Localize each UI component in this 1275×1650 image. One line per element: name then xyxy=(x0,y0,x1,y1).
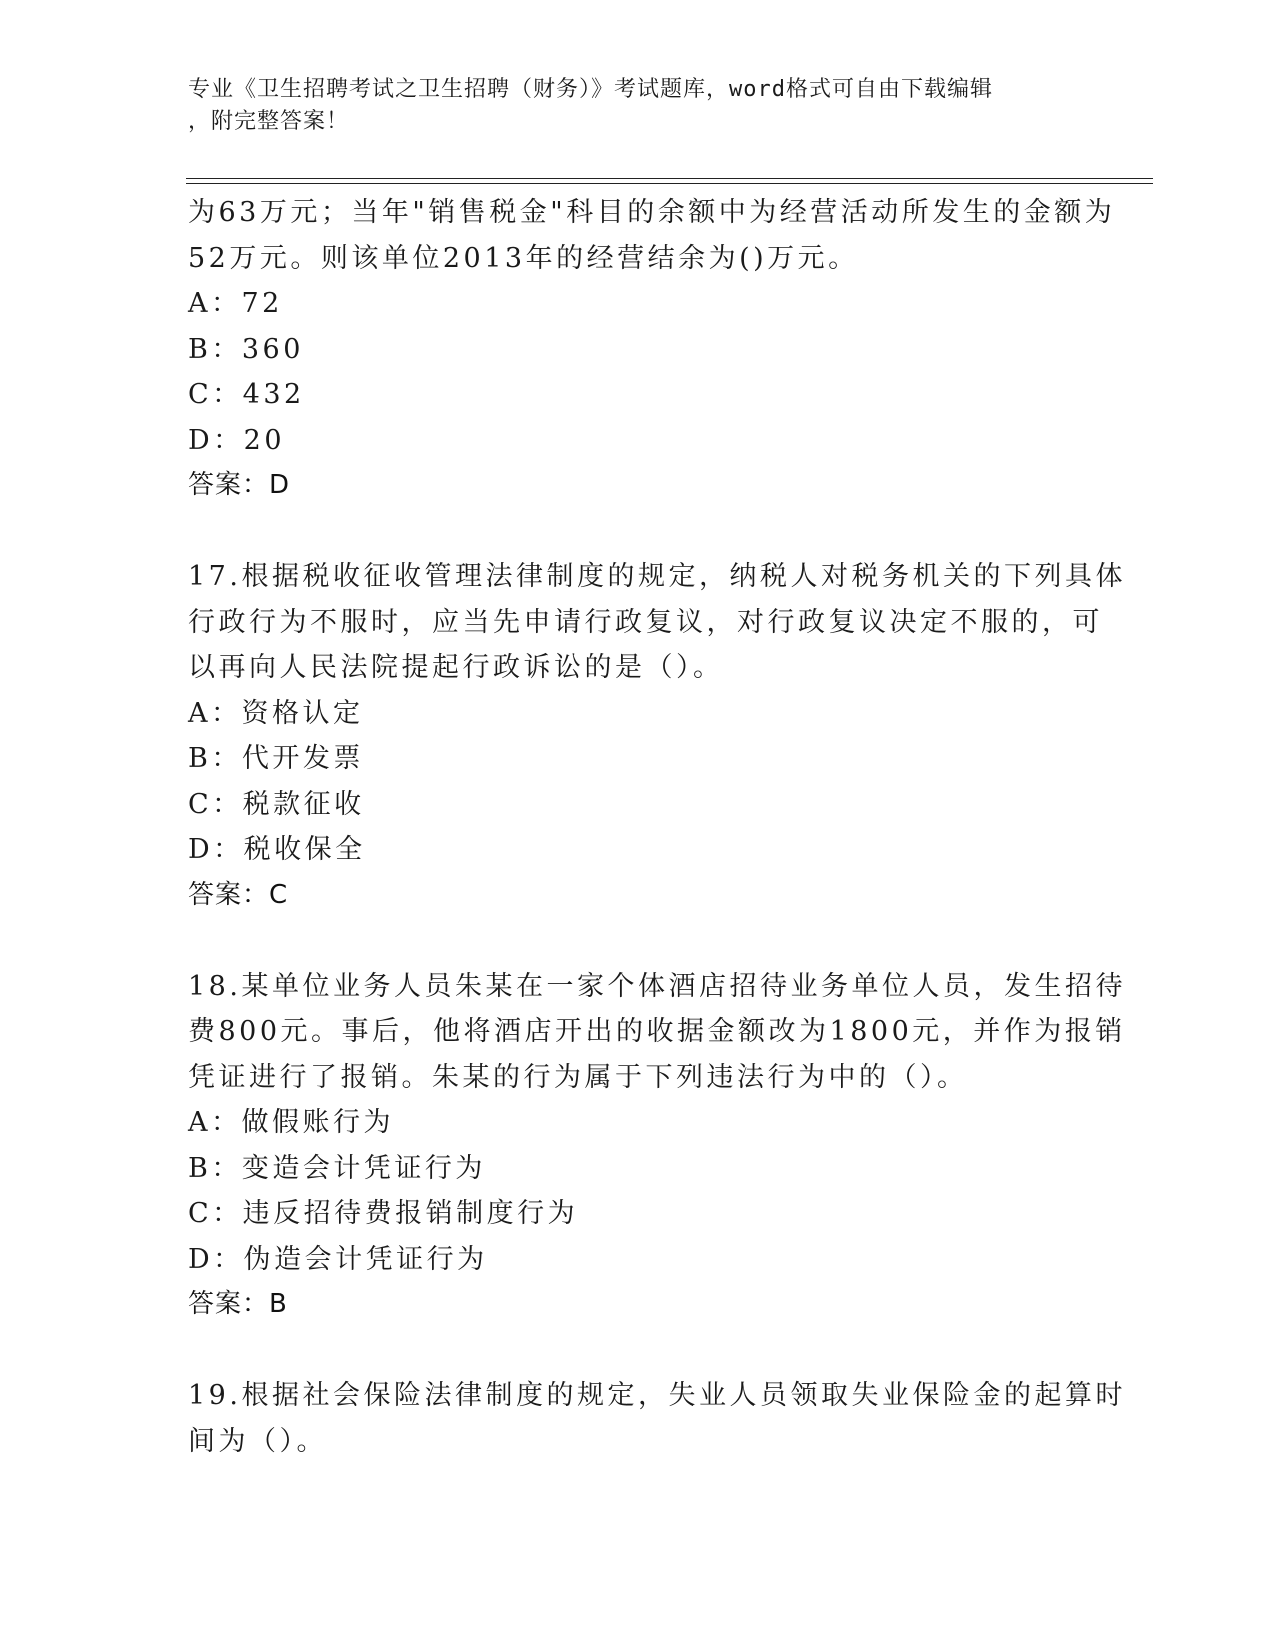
spacer xyxy=(188,1328,1088,1374)
option-c: C：违反招待费报销制度行为 xyxy=(188,1198,579,1229)
question-stem-line: 52万元。则该单位2013年的经营结余为()万元。 xyxy=(188,242,859,274)
header-line-1: 专业《卫生招聘考试之卫生招聘（财务）》考试题库，word格式可自由下载编辑 xyxy=(188,77,993,102)
spacer xyxy=(188,918,1088,964)
header-divider-bottom xyxy=(186,183,1153,184)
option-d: D：20 xyxy=(188,424,286,456)
question-stem-line: 19.根据社会保险法律制度的规定，失业人员领取失业保险金的起算时 xyxy=(188,1380,1126,1411)
document-header xyxy=(188,74,1078,138)
question-stem-line: 间为（）。 xyxy=(188,1425,327,1457)
option-b: B：代开发票 xyxy=(188,743,364,774)
spacer xyxy=(188,509,1088,555)
question-stem-line: 以再向人民法院提起行政诉讼的是（）。 xyxy=(188,652,724,683)
option-d: D：税收保全 xyxy=(188,834,366,865)
question-stem-line: 凭证进行了报销。朱某的行为属于下列违法行为中的（）。 xyxy=(188,1061,968,1093)
question-stem-line: 费800元。事后，他将酒店开出的收据金额改为1800元，并作为报销 xyxy=(188,1016,1126,1047)
option-a: A：资格认定 xyxy=(188,697,364,729)
answer: 答案：C xyxy=(188,879,289,910)
option-b: B：变造会计凭证行为 xyxy=(188,1152,486,1184)
header-line-2: ，附完整答案！ xyxy=(188,109,350,134)
option-b: B：360 xyxy=(188,333,304,365)
header-divider-top xyxy=(186,178,1153,179)
answer: 答案：B xyxy=(188,1289,288,1319)
answer: 答案：D xyxy=(188,470,291,500)
option-c: C：432 xyxy=(188,379,305,410)
option-d: D：伪造会计凭证行为 xyxy=(188,1243,488,1275)
question-stem-line: 行政行为不服时，应当先申请行政复议，对行政复议决定不服的，可 xyxy=(188,606,1103,638)
question-stem-line: 18.某单位业务人员朱某在一家个体酒店招待业务单位人员，发生招待 xyxy=(188,970,1126,1002)
question-stem-line: 17.根据税收征收管理法律制度的规定，纳税人对税务机关的下列具体 xyxy=(188,561,1126,592)
question-stem-line: 为63万元；当年"销售税金"科目的余额中为经营活动所发生的金额为 xyxy=(188,197,1116,228)
option-a: A：72 xyxy=(188,288,283,319)
question-18 xyxy=(188,964,1126,1328)
question-16 xyxy=(188,190,1116,509)
option-c: C：税款征收 xyxy=(188,788,365,820)
question-list xyxy=(188,190,1126,1464)
option-a: A：做假账行为 xyxy=(188,1107,394,1138)
question-17 xyxy=(188,554,1126,918)
question-19 xyxy=(188,1373,1126,1464)
